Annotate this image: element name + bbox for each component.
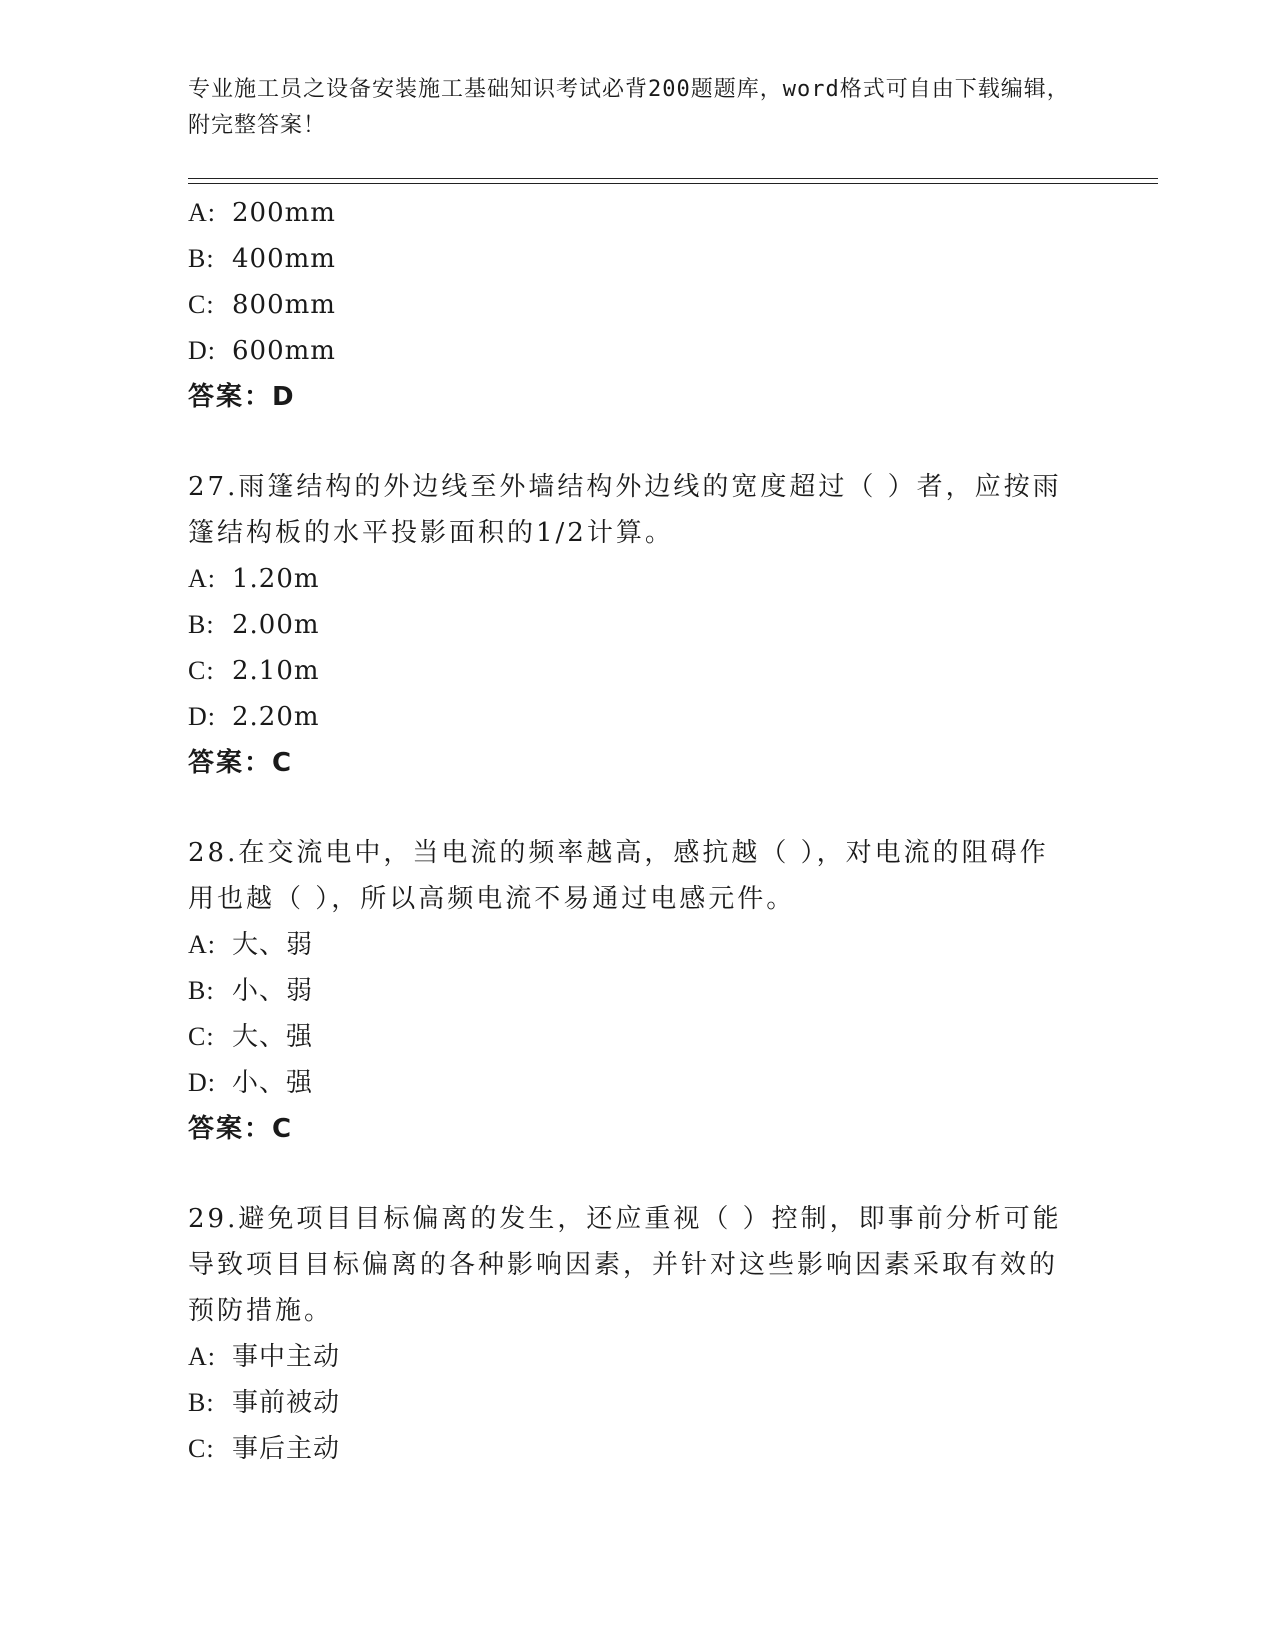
option-letter: A: <box>188 1342 216 1371</box>
option-text: 大、强 <box>232 1022 314 1052</box>
option-text: 600mm <box>232 336 336 366</box>
option-letter: B: <box>188 1388 215 1417</box>
option-letter: C: <box>188 1022 215 1051</box>
option-text: 200mm <box>232 198 336 228</box>
option-letter: D: <box>188 336 216 365</box>
answer-line: 答案：C <box>188 1114 294 1144</box>
question-text: 27.雨篷结构的外边线至外墙结构外边线的宽度超过（ ）者，应按雨篷结构板的水平投影面积的1/2计算。 <box>188 472 1062 548</box>
option-letter: C: <box>188 290 215 319</box>
question-block <box>188 464 1068 786</box>
option-b <box>188 968 1068 1014</box>
option-c <box>188 648 1068 694</box>
option-letter: C: <box>188 1434 215 1463</box>
option-letter: A: <box>188 930 216 959</box>
answer-line: 答案：C <box>188 748 294 778</box>
option-letter: B: <box>188 610 215 639</box>
option-text: 2.20m <box>232 702 320 732</box>
option-text: 400mm <box>232 244 336 274</box>
question-list <box>188 190 1068 1472</box>
option-letter: D: <box>188 702 216 731</box>
question-block <box>188 830 1068 1152</box>
header-divider-top <box>188 178 1158 179</box>
option-d <box>188 1060 1068 1106</box>
option-text: 800mm <box>232 290 336 320</box>
option-letter: C: <box>188 656 215 685</box>
option-text: 事前被动 <box>232 1388 341 1418</box>
question-text: 29.避免项目目标偏离的发生，还应重视（ ）控制，即事前分析可能导致项目目标偏离的各种影响因素，并针对这些影响因素采取有效的预防措施。 <box>188 1204 1062 1326</box>
option-a <box>188 190 1068 236</box>
header-divider-bottom <box>188 183 1158 184</box>
document-title: 专业施工员之设备安装施工基础知识考试必背200题题库，word格式可自由下载编辑，附完整答案！ <box>188 77 1070 138</box>
option-text: 事后主动 <box>232 1434 341 1464</box>
option-b <box>188 602 1068 648</box>
option-letter: A: <box>188 564 216 593</box>
option-text: 大、弱 <box>232 930 314 960</box>
option-a <box>188 1334 1068 1380</box>
option-text: 2.00m <box>232 610 320 640</box>
option-letter: D: <box>188 1068 216 1097</box>
option-c <box>188 1014 1068 1060</box>
option-b <box>188 236 1068 282</box>
option-c <box>188 282 1068 328</box>
option-text: 1.20m <box>232 564 320 594</box>
option-c <box>188 1426 1068 1472</box>
option-d <box>188 328 1068 374</box>
question-block <box>188 1196 1068 1472</box>
option-a <box>188 556 1068 602</box>
answer-line: 答案：D <box>188 382 296 412</box>
option-letter: B: <box>188 244 215 273</box>
option-d <box>188 694 1068 740</box>
option-letter: B: <box>188 976 215 1005</box>
option-letter: A: <box>188 198 216 227</box>
option-a <box>188 922 1068 968</box>
option-text: 小、强 <box>232 1068 314 1098</box>
option-text: 2.10m <box>232 656 320 686</box>
question-block <box>188 190 1068 420</box>
option-text: 小、弱 <box>232 976 314 1006</box>
option-text: 事中主动 <box>232 1342 341 1372</box>
option-b <box>188 1380 1068 1426</box>
question-text: 28.在交流电中，当电流的频率越高，感抗越（ ），对电流的阻碍作用也越（ ），所以高频电流不易通过电感元件。 <box>188 838 1049 914</box>
